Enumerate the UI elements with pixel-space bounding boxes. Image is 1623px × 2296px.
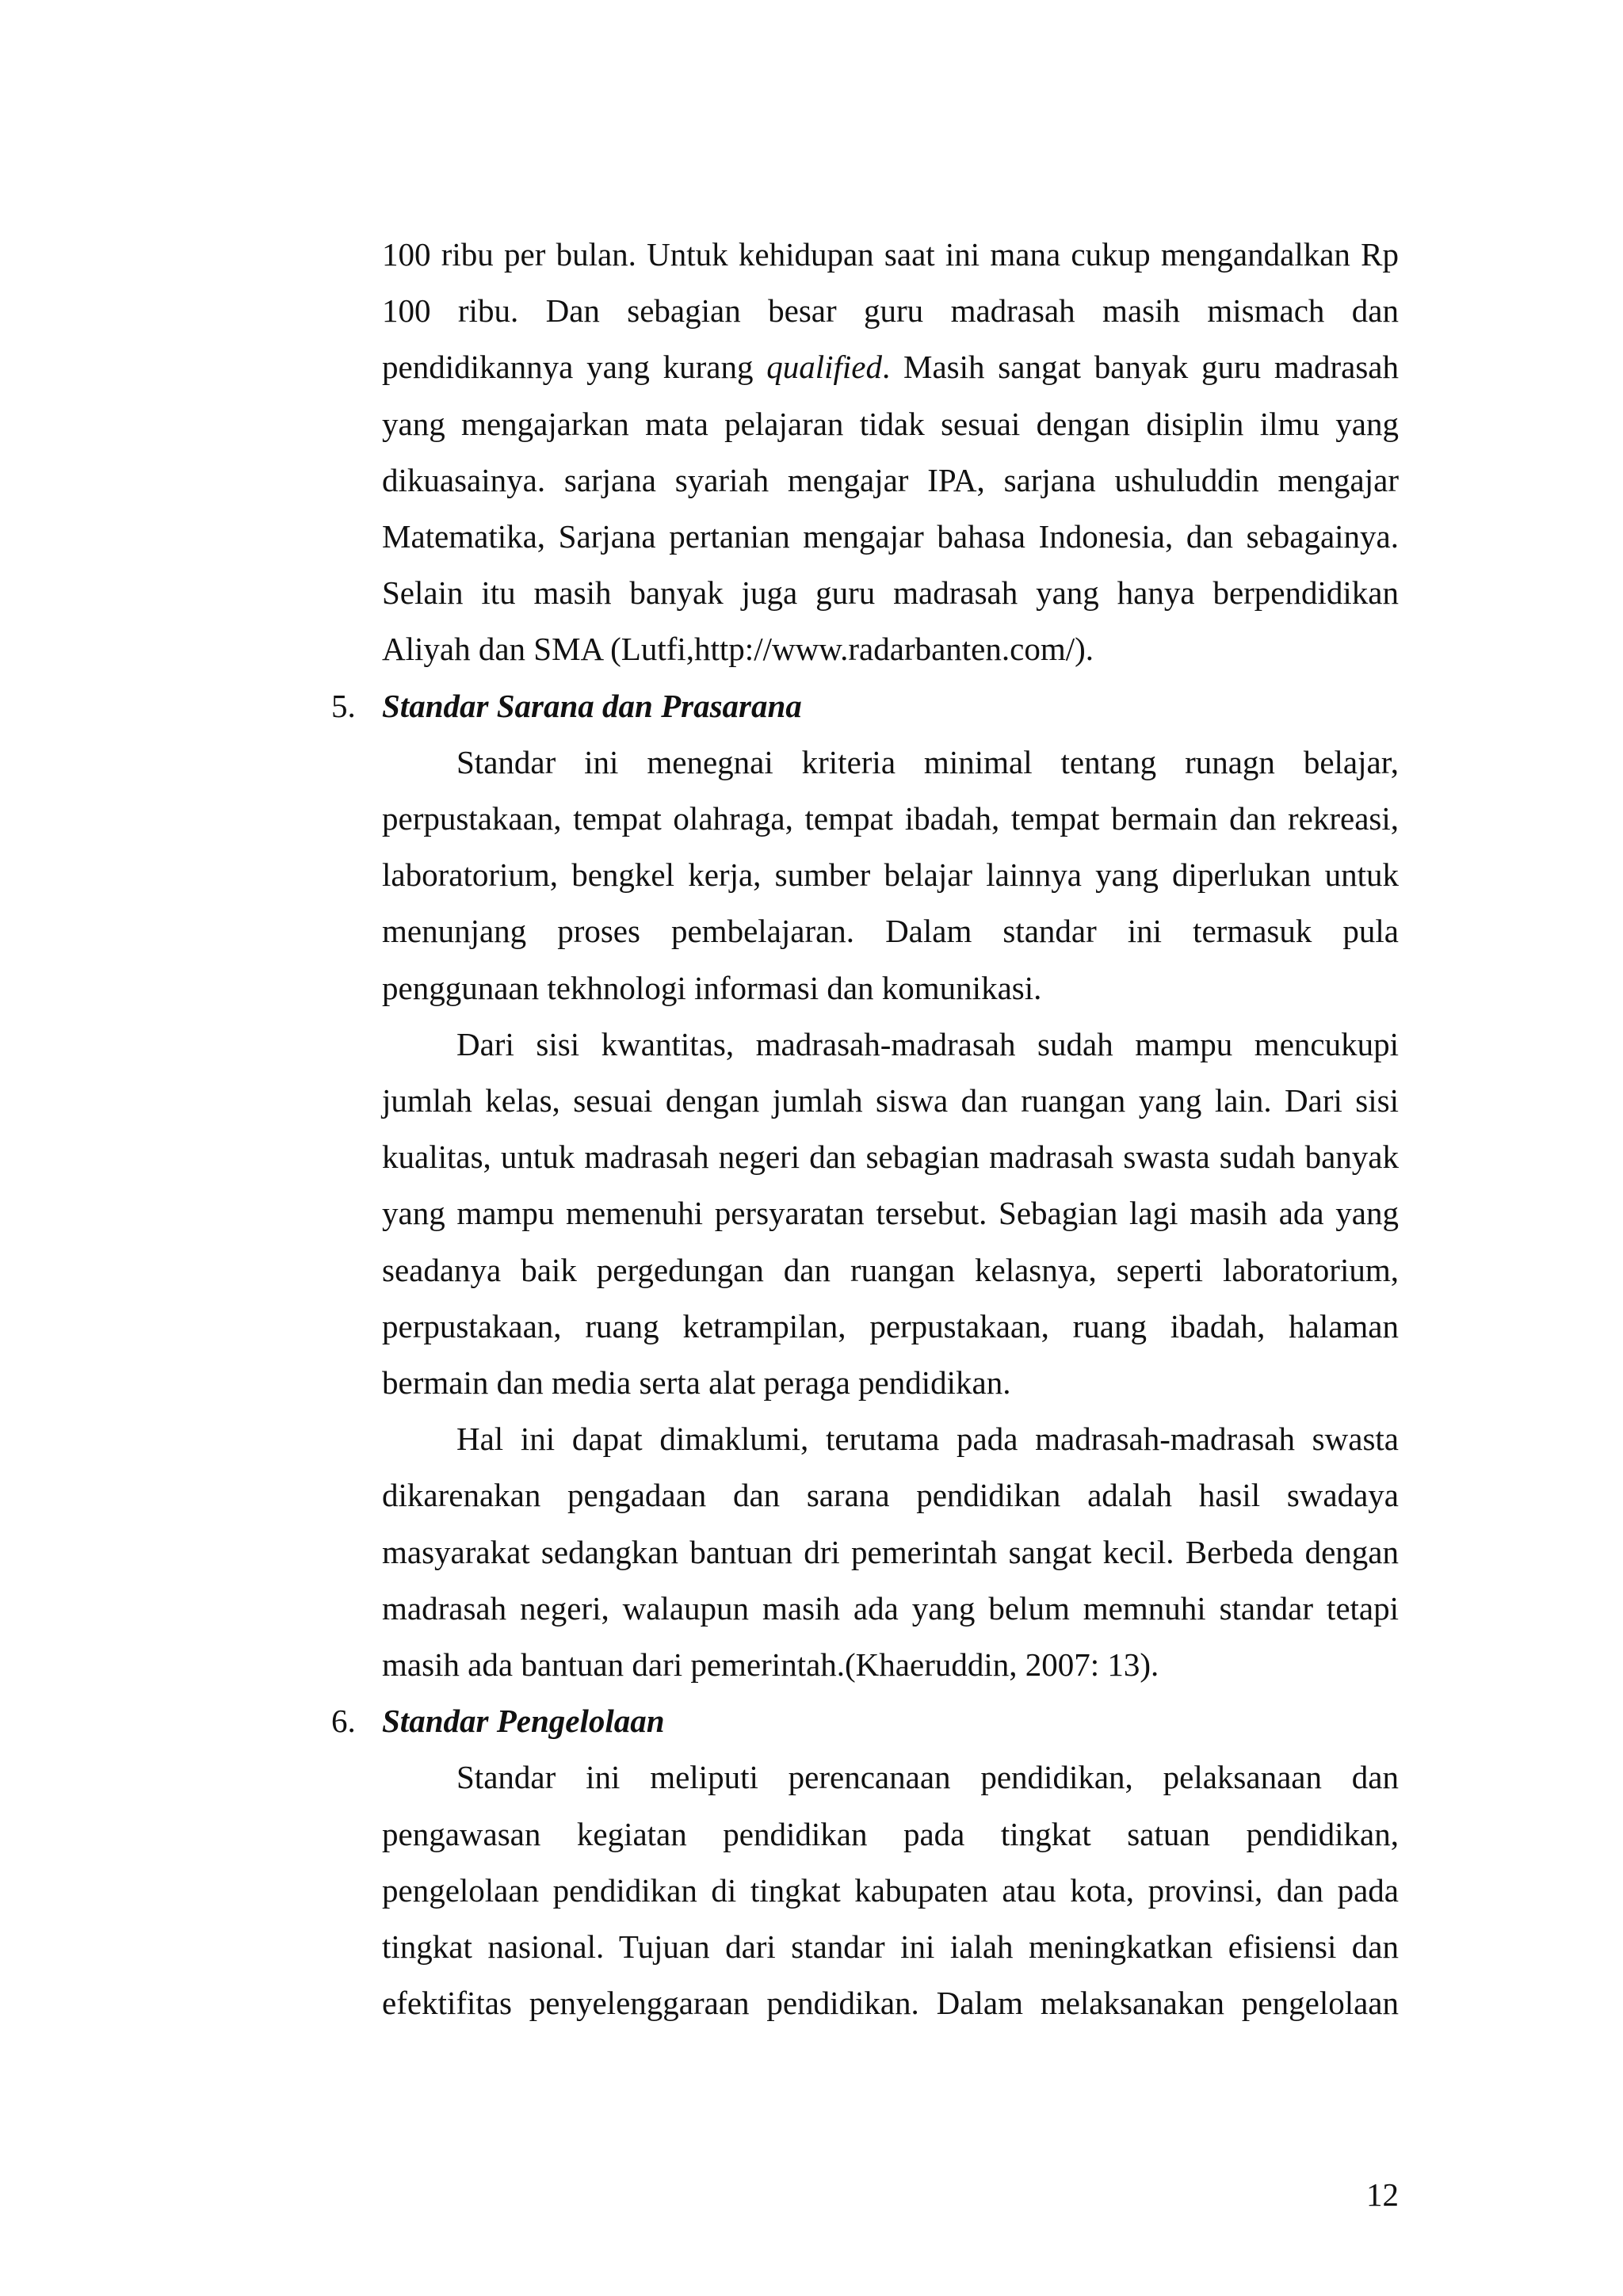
paragraph-quantity-quality xyxy=(382,1016,1399,1411)
text-line: penggunaan tekhnologi informasi dan komunikasi. xyxy=(382,969,1042,1006)
text-line: kualitas, untuk madrasah negeri dan sebagian madrasah swasta sudah banyak xyxy=(382,1138,1399,1176)
section-heading-5 xyxy=(331,678,1399,734)
section-number: 5. xyxy=(331,687,356,724)
paragraph-private-madrasah xyxy=(382,1411,1399,1693)
text-line: 100 ribu. Dan sebagian besar guru madrasah masih mismach dan xyxy=(382,292,1399,330)
text-line: jumlah kelas, sesuai dengan jumlah siswa dan ruangan yang lain. Dari sisi xyxy=(382,1082,1399,1119)
text-line: madrasah negeri, walaupun masih ada yang belum memnuhi standar tetapi xyxy=(382,1589,1399,1627)
paragraph-teacher-salary xyxy=(382,227,1399,678)
text-line: bermain dan media serta alat peraga pendidikan. xyxy=(382,1364,1011,1402)
text-line: masih ada bantuan dari pemerintah.(Khaeruddin, 2007: 13). xyxy=(382,1646,1159,1684)
text-line xyxy=(382,339,1399,395)
text-segment: . Masih sangat banyak guru madrasah xyxy=(882,349,1399,386)
text-line: laboratorium, bengkel kerja, sumber belajar lainnya yang diperlukan untuk xyxy=(382,856,1399,894)
text-line: dikuasainya. sarjana syariah mengajar IPA, sarjana ushuluddin mengajar xyxy=(382,461,1399,498)
text-line: Aliyah dan SMA (Lutfi,http://www.radarbanten.com/). xyxy=(382,631,1094,668)
text-line: perpustakaan, tempat olahraga, tempat ibadah, tempat bermain dan rekreasi, xyxy=(382,800,1399,837)
body-text xyxy=(331,227,1399,2032)
italic-term: qualified xyxy=(766,349,882,386)
text-line: yang mengajarkan mata pelajaran tidak sesuai dengan disiplin ilmu yang xyxy=(382,405,1399,442)
text-line: efektifitas penyelenggaraan pendidikan. Dalam melaksanakan pengelolaan xyxy=(382,1985,1399,2022)
text-line: Standar ini menegnai kriteria minimal tentang runagn belajar, xyxy=(456,743,1399,780)
text-line: Selain itu masih banyak juga guru madrasah yang hanya berpendidikan xyxy=(382,574,1399,612)
section-number: 6. xyxy=(331,1703,356,1740)
text-line: pengelolaan pendidikan di tingkat kabupaten atau kota, provinsi, dan pada xyxy=(382,1871,1399,1909)
paragraph-management-standard xyxy=(382,1749,1399,2031)
text-line: menunjang proses pembelajaran. Dalam standar ini termasuk pula xyxy=(382,913,1399,950)
text-line: perpustakaan, ruang ketrampilan, perpustakaan, ruang ibadah, halaman xyxy=(382,1307,1399,1344)
page-number: 12 xyxy=(1366,2176,1399,2213)
text-line: Standar ini meliputi perencanaan pendidikan, pelaksanaan dan xyxy=(456,1759,1399,1796)
text-line: pengawasan kegiatan pendidikan pada tingkat satuan pendidikan, xyxy=(382,1815,1399,1852)
text-line: Hal ini dapat dimaklumi, terutama pada madrasah-madrasah swasta xyxy=(456,1421,1399,1458)
text-line: yang mampu memenuhi persyaratan tersebut. Sebagian lagi masih ada yang xyxy=(382,1195,1399,1232)
section-title: Standar Sarana dan Prasarana xyxy=(382,687,802,724)
paragraph-facility-standard xyxy=(382,734,1399,1016)
text-line: Dari sisi kwantitas, madrasah-madrasah sudah mampu mencukupi xyxy=(456,1025,1399,1062)
text-line: dikarenakan pengadaan dan sarana pendidikan adalah hasil swadaya xyxy=(382,1477,1399,1514)
section-heading-6 xyxy=(331,1693,1399,1749)
text-segment: pendidikannya yang kurang xyxy=(382,349,767,386)
text-line: Matematika, Sarjana pertanian mengajar bahasa Indonesia, dan sebagainya. xyxy=(382,518,1399,555)
text-line: 100 ribu per bulan. Untuk kehidupan saat ini mana cukup mengandalkan Rp xyxy=(382,236,1399,273)
section-title: Standar Pengelolaan xyxy=(382,1703,665,1740)
text-line: masyarakat sedangkan bantuan dri pemerintah sangat kecil. Berbeda dengan xyxy=(382,1533,1399,1570)
text-line: tingkat nasional. Tujuan dari standar ini ialah meningkatkan efisiensi dan xyxy=(382,1928,1399,1966)
text-line: seadanya baik pergedungan dan ruangan kelasnya, seperti laboratorium, xyxy=(382,1251,1399,1288)
